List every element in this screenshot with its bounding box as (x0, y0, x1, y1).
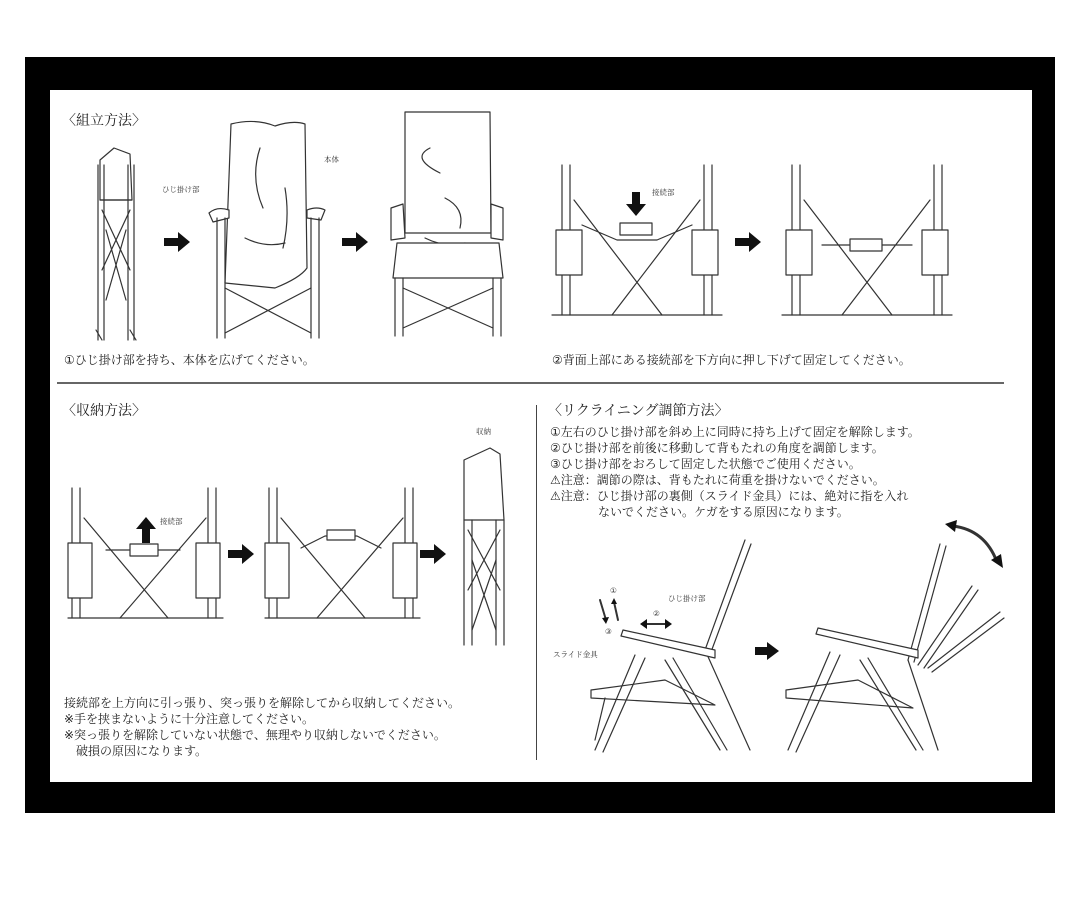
reclining-instruction-line: ⚠注意：調節の際は、背もたれに荷重を掛けないでください。 (550, 473, 885, 487)
folded-chair-stored-illustration (460, 440, 510, 650)
step-number-2: ② (653, 609, 660, 618)
back-frame-push-down-illustration (552, 165, 722, 320)
step-arrow-icon (342, 232, 368, 252)
step-arrow-icon (164, 232, 190, 252)
reclining-title: 〈リクライニング調節方法〉 (548, 403, 729, 419)
push-down-arrow-icon (626, 192, 646, 216)
step-arrow-icon (735, 232, 761, 252)
storage-instruction-line: ※手を挟まないように十分注意してください。 (64, 712, 315, 726)
step-arrow-icon (420, 544, 446, 564)
reclining-instruction-line: ②ひじ掛け部を前後に移動して背もたれの角度を調節します。 (550, 441, 884, 455)
back-frame-locked-illustration (782, 165, 952, 320)
reclining-instruction-line: ⚠注意：ひじ掛け部の裏側（スライド金具）には、絶対に指を入れ (550, 489, 909, 503)
side-chair-reclined-illustration (768, 540, 1008, 760)
lift-lower-arrows-icon (598, 598, 624, 624)
back-frame-released-illustration (265, 488, 420, 623)
armrest-label: ひじ掛け部 (162, 185, 200, 194)
storage-instruction-line: ※突っ張りを解除していない状態で、無理やり収納しないでください。 (64, 728, 446, 742)
side-chair-adjust-illustration (575, 540, 755, 760)
chair-with-cover-illustration (205, 118, 330, 343)
storage-title: 〈収納方法〉 (62, 403, 146, 419)
storage-connector-label: 接続部 (160, 517, 183, 526)
recline-curved-arrow-icon (945, 520, 1005, 570)
reclining-instructions (550, 424, 920, 520)
connector-label: 接続部 (652, 188, 675, 197)
step-arrow-icon (228, 544, 254, 564)
open-chair-illustration (385, 108, 510, 343)
step-number-1: ① (610, 586, 617, 595)
reclining-instruction-line: ③ひじ掛け部をおろして固定した状態でご使用ください。 (550, 457, 861, 471)
storage-instructions (64, 695, 460, 759)
slide-fitting-label: スライド金具 (553, 650, 598, 659)
slide-arrow-icon (640, 618, 672, 630)
assembly-title: 〈組立方法〉 (62, 113, 146, 129)
pull-up-arrow-icon (136, 517, 156, 543)
assembly-step2-caption: ②背面上部にある接続部を下方向に押し下げて固定してください。 (552, 353, 911, 367)
folded-chair-illustration (92, 140, 142, 345)
back-frame-pull-up-illustration (68, 488, 223, 623)
storage-instruction-line: 接続部を上方向に引っ張り、突っ張りを解除してから収納してください。 (64, 696, 461, 710)
reclining-instruction-line: ないでください。ケガをする原因になります。 (550, 505, 849, 519)
column-divider (536, 405, 537, 760)
stored-label: 収納 (476, 427, 491, 436)
reclining-armrest-label: ひじ掛け部 (668, 594, 706, 603)
assembly-step1-caption: ①ひじ掛け部を持ち、本体を広げてください。 (64, 353, 315, 367)
storage-instruction-line: 破損の原因になります。 (64, 744, 208, 758)
reclining-instruction-line: ①左右のひじ掛け部を斜め上に同時に持ち上げて固定を解除します。 (550, 425, 920, 439)
section-divider (57, 382, 1004, 384)
step-number-3: ③ (605, 627, 612, 636)
body-label: 本体 (324, 155, 339, 164)
